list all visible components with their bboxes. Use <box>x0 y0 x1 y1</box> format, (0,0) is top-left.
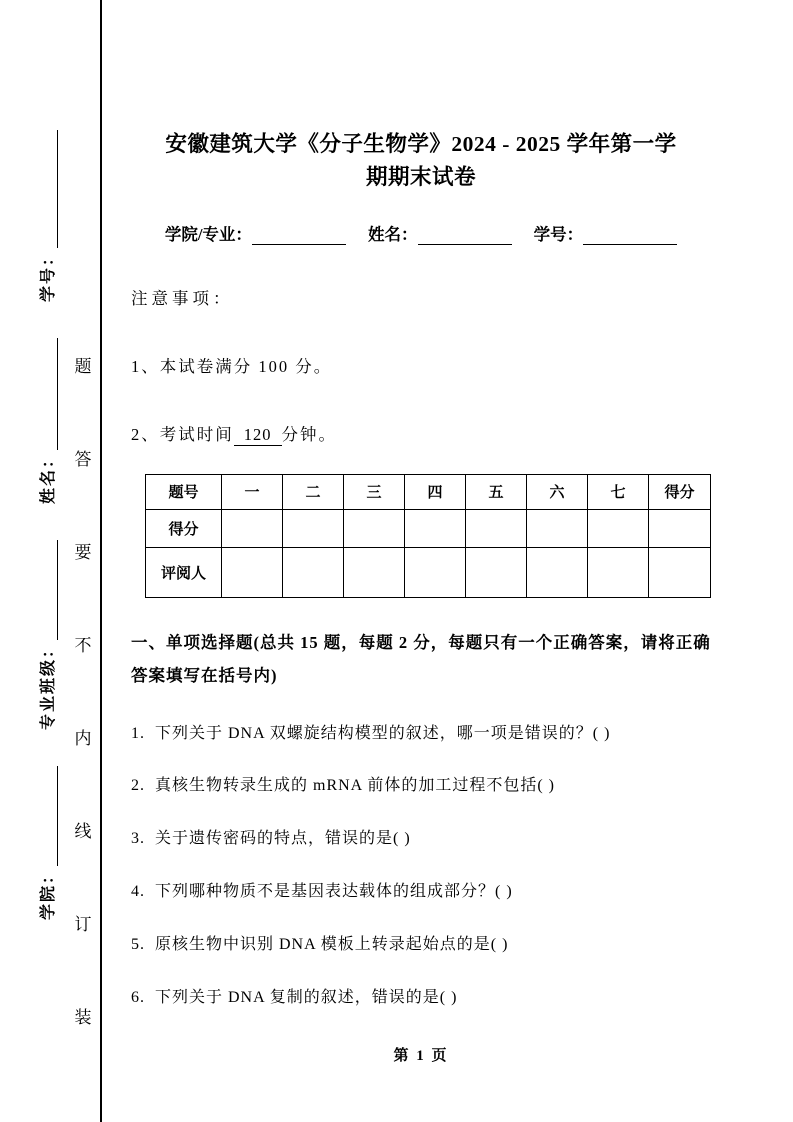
question-text: 关于遗传密码的特点，错误的是( ) <box>155 830 411 848</box>
question-number: 3. <box>131 830 145 848</box>
question-text: 下列关于 DNA 复制的叙述，错误的是( ) <box>155 988 458 1006</box>
score-table-header-cell: 六 <box>527 474 588 509</box>
form-field <box>368 225 516 244</box>
score-table-row <box>146 509 711 547</box>
question-number: 2. <box>131 777 145 795</box>
note-item: 1、本试卷满分 100 分。 <box>131 356 333 376</box>
score-table-cell <box>466 547 527 597</box>
score-table-cell <box>222 509 283 547</box>
page-number: 第 1 页 <box>393 1048 449 1064</box>
score-table-header-cell: 一 <box>222 474 283 509</box>
question-text: 下列哪种物质不是基因表达载体的组成部分？( ) <box>155 883 513 901</box>
score-table-cell <box>405 509 466 547</box>
question <box>131 724 711 745</box>
score-table-header-cell: 得分 <box>649 474 711 509</box>
score-table-cell <box>588 547 649 597</box>
form-field-label: 学院/专业： <box>164 224 252 244</box>
question-text: 下列关于 DNA 双螺旋结构模型的叙述，哪一项是错误的？( ) <box>155 724 611 742</box>
main-content <box>131 0 711 1008</box>
score-table-header-cell: 题号 <box>146 474 222 509</box>
score-table-header-cell: 四 <box>405 474 466 509</box>
note-text: 2、考试时间 <box>131 424 234 444</box>
question-number: 6. <box>131 988 145 1006</box>
score-table-row-label: 评阅人 <box>146 547 222 597</box>
score-table-cell <box>283 509 344 547</box>
score-table-cell <box>649 509 711 547</box>
question-text: 真核生物转录生成的 mRNA 前体的加工过程不包括( ) <box>155 777 556 795</box>
question <box>131 829 711 850</box>
binding-field-label: 学院： <box>40 865 57 920</box>
question <box>131 988 711 1009</box>
question-number: 4. <box>131 883 145 901</box>
form-field <box>534 225 678 244</box>
form-field-blank <box>418 227 512 245</box>
form-field <box>165 225 350 244</box>
binding-field <box>35 766 58 920</box>
score-table-header-cell: 七 <box>588 474 649 509</box>
notes-heading: 注意事项： <box>131 288 234 308</box>
score-table-header-cell: 五 <box>466 474 527 509</box>
score-table-header-cell: 三 <box>344 474 405 509</box>
binding-info-fields <box>24 130 58 920</box>
score-table-row-label: 得分 <box>146 509 222 547</box>
score-table-cell <box>649 547 711 597</box>
score-table-cell <box>344 509 405 547</box>
form-field-label: 学号： <box>533 224 584 244</box>
student-info-form <box>131 221 711 245</box>
section-heading: 一、单项选择题(总共 15 题，每题 2 分，每题只有一个正确答案，请将正确答案填写在括号内) <box>131 632 711 685</box>
binding-line <box>100 0 102 1122</box>
binding-field <box>35 130 58 302</box>
question-number: 1. <box>131 724 145 742</box>
form-field-blank <box>583 227 677 245</box>
score-table <box>145 474 711 598</box>
score-table-cell <box>588 509 649 547</box>
binding-phrase-vertical: 装 订 线 内 不 要 答 题 <box>74 357 92 1027</box>
question <box>131 935 711 956</box>
score-table-cell <box>222 547 283 597</box>
question-text: 原核生物中识别 DNA 模板上转录起始点的是( ) <box>155 935 509 953</box>
score-table-cell <box>527 509 588 547</box>
binding-field-blank <box>40 766 58 866</box>
exam-title: 安徽建筑大学《分子生物学》2024 - 2025 学年第一学期期末试卷 <box>165 132 677 190</box>
binding-field-blank <box>40 540 58 640</box>
form-field-label: 姓名： <box>368 224 418 244</box>
note-text: 分钟。 <box>281 424 337 444</box>
question <box>131 776 711 797</box>
score-table-cell <box>283 547 344 597</box>
binding-field-label: 专业班级： <box>40 640 57 731</box>
binding-field-blank <box>40 338 58 450</box>
form-field-blank <box>252 227 346 245</box>
score-table-header-row <box>146 474 711 509</box>
binding-field-label: 姓名： <box>40 450 57 505</box>
note-item <box>131 421 711 446</box>
score-table-cell <box>466 509 527 547</box>
exam-duration-value: 120 <box>234 425 282 446</box>
score-table-row <box>146 547 711 597</box>
question <box>131 882 711 903</box>
score-table-cell <box>405 547 466 597</box>
score-table-cell <box>527 547 588 597</box>
score-table-cell <box>344 547 405 597</box>
score-table-header-cell: 二 <box>283 474 344 509</box>
binding-field <box>35 338 58 504</box>
binding-field <box>35 540 58 730</box>
binding-field-blank <box>40 130 58 248</box>
question-number: 5. <box>131 935 145 953</box>
binding-field-label: 学号： <box>40 248 57 303</box>
